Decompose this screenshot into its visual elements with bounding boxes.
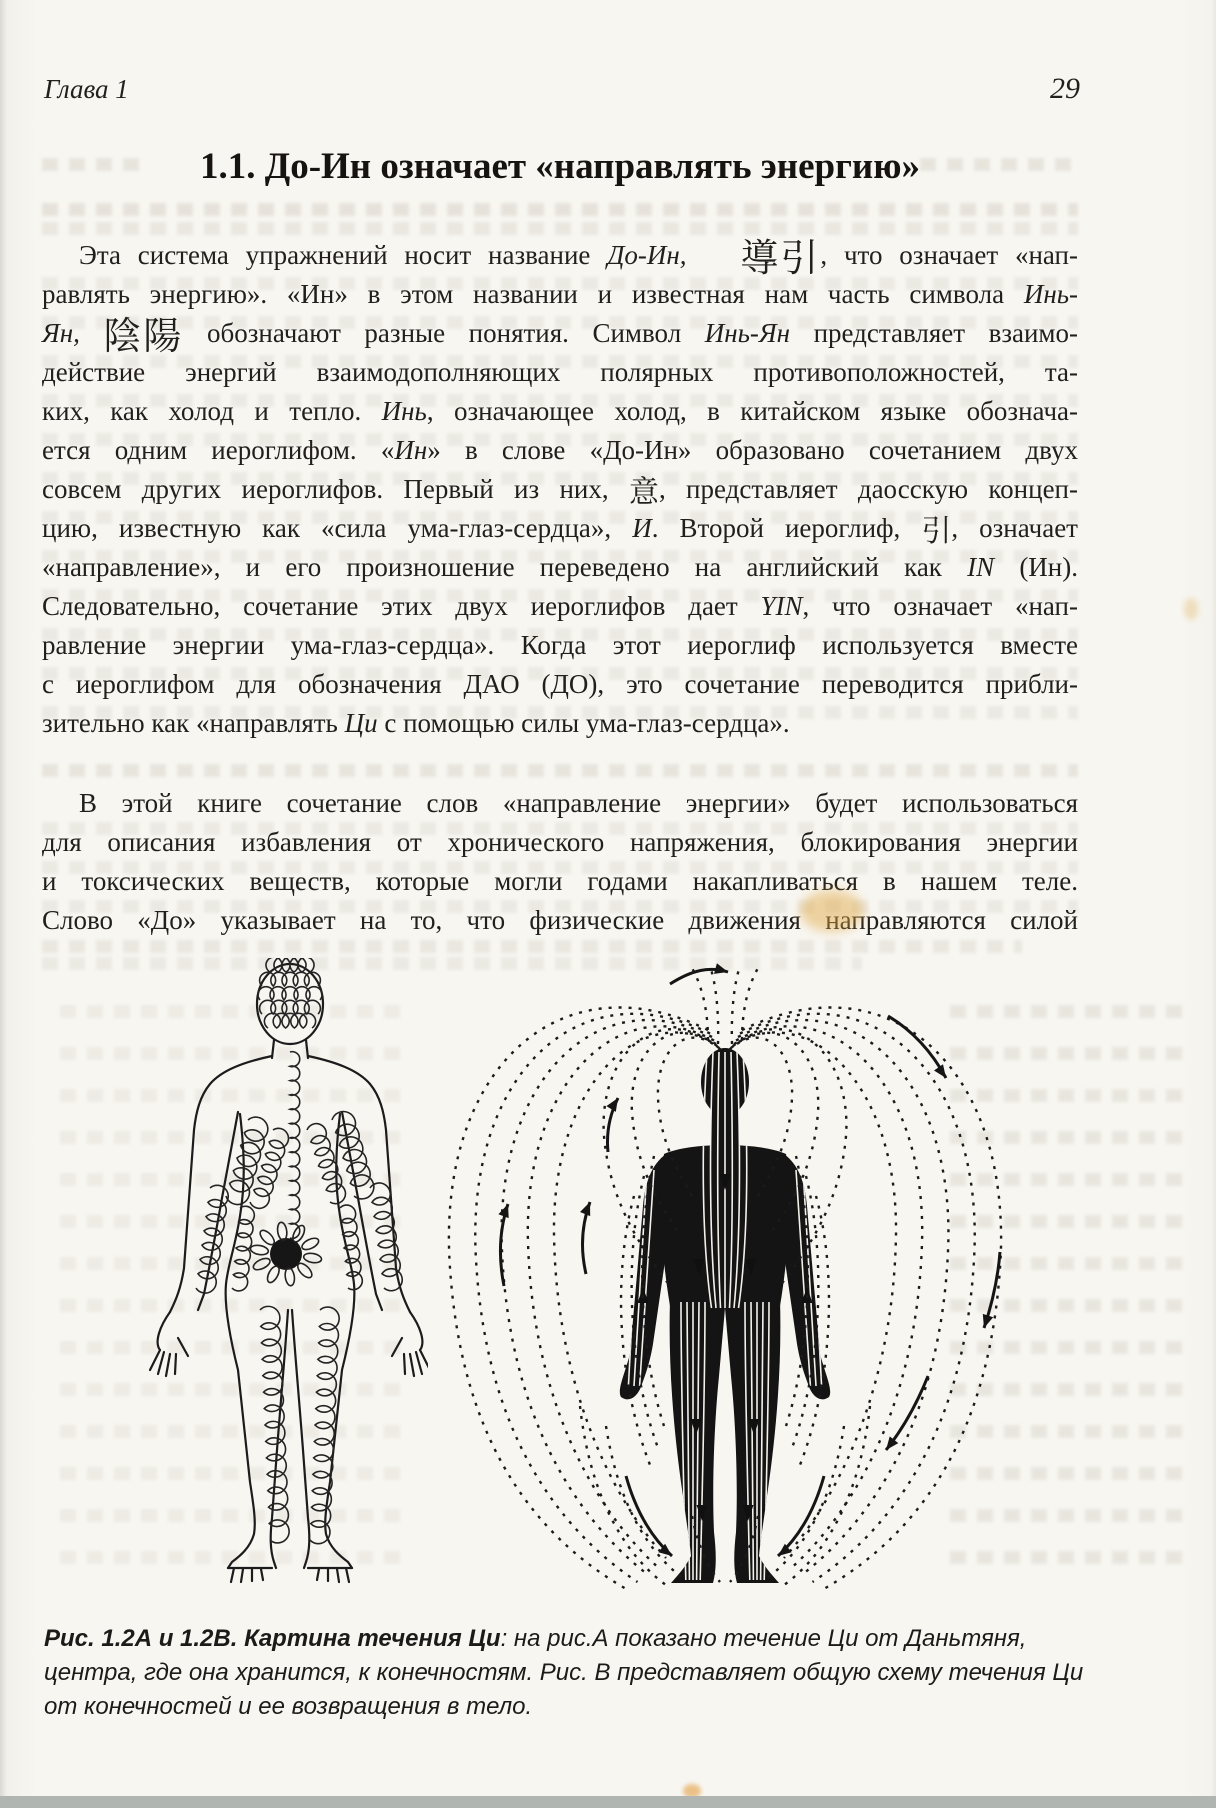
paragraph-do-in-meaning	[42, 236, 1078, 743]
scan-edge-bottom	[0, 1796, 1216, 1808]
text-segment: зительно как «направлять	[42, 708, 345, 738]
text-segment: , что означает «нап-	[802, 591, 1078, 621]
page-number: 29	[1050, 72, 1080, 105]
text-line: совсем других иероглифов. Первый из них, 意, представляет даосскую концеп-	[42, 474, 1078, 510]
text-segment: Инь-	[1023, 279, 1078, 309]
text-segment: (Ин).	[994, 552, 1078, 582]
ghost-text-row	[42, 222, 1078, 235]
text-line	[42, 665, 1078, 704]
ghost-text-row	[42, 203, 1078, 216]
text-segment: До-Ин,	[607, 240, 704, 270]
text-segment: , означает	[951, 513, 1078, 543]
text-segment: «направление», и его произношение переведено на английский как	[42, 552, 968, 582]
ghost-text-row	[42, 764, 1078, 777]
text-segment: Ян,	[42, 318, 104, 348]
scan-edge-left	[0, 0, 7, 1808]
running-header-chapter: Глава 1	[44, 74, 129, 104]
text-line	[42, 353, 1078, 392]
text-segment: , что означает «нап-	[820, 240, 1078, 270]
text-segment: В этой книге сочетание слов «направление энергии» будет использоваться	[79, 788, 1078, 818]
text-segment: YIN	[760, 591, 803, 621]
scan-edge-right	[1211, 0, 1216, 1808]
text-segment: IN	[967, 552, 995, 582]
caption-segment: : на рис.А показано течение Ци от Даньтяня, центра, где она хранится, к конечностям. Рис. В представляет общую схему течения Ци от конечностей и ее возвращения в тело.	[44, 1625, 1084, 1720]
text-segment: обозначают разные понятия. Символ	[183, 318, 705, 348]
text-line	[42, 548, 1078, 587]
text-line	[42, 587, 1078, 626]
text-segment: » в слове «До-Ин» образовано сочетанием двух	[427, 435, 1078, 465]
text-line	[42, 862, 1078, 901]
ghost-text-row	[42, 940, 1022, 953]
caption-segment: Рис. 1.2А и 1.2В. Картина течения Ци	[44, 1625, 501, 1652]
text-line: Эта система упражнений носит название До-Ин, 導引, что означает «нап-	[79, 236, 1078, 280]
text-segment: равление энергии ума-глаз-сердца». Когда этот иероглиф используется вместе	[42, 630, 1078, 660]
text-line	[42, 704, 1078, 743]
text-segment: совсем других иероглифов. Первый из них,	[42, 474, 629, 504]
text-line	[42, 784, 1078, 823]
text-segment: . Второй иероглиф,	[651, 513, 922, 543]
text-line	[42, 901, 1078, 940]
text-line	[42, 275, 1078, 314]
text-line	[42, 431, 1078, 470]
text-segment: Следовательно, сочетание этих двух иероглифов дает	[42, 591, 761, 621]
text-line	[42, 626, 1078, 665]
text-segment: ких, как холод и тепло.	[42, 396, 382, 426]
text-line	[42, 392, 1078, 431]
text-segment: , означающее холод, в китайском языке обознача-	[426, 396, 1078, 426]
text-segment: для описания избавления от хронического напряжения, блокирования энергии	[42, 827, 1078, 857]
text-line: цию, известную как «сила ума-глаз-сердца», И. Второй иероглиф, 引, означает	[42, 513, 1078, 549]
text-segment: ется одним иероглифом. «	[42, 435, 395, 465]
figure-a-qi-storage-body	[148, 958, 428, 1593]
text-segment: Слово «До» указывает на то, что физические движения направляются силой	[42, 905, 1078, 935]
text-segment: с помощью силы ума-глаз-сердца».	[377, 708, 790, 738]
stain-mark	[1184, 598, 1198, 620]
text-segment: цию, известную как «сила ума-глаз-сердца»,	[42, 513, 633, 543]
text-segment: с иероглифом для обозначения ДАО (ДО), это сочетание переводится прибли-	[42, 669, 1078, 699]
text-segment: И	[632, 513, 652, 543]
text-segment: равлять энергию». «Ин» в этом названии и известная нам часть символа	[42, 279, 1024, 309]
text-segment: Инь	[381, 396, 427, 426]
text-segment: действие энергий взаимодополняющих полярных противоположностей, та-	[42, 357, 1078, 387]
section-title: 1.1. До-Ин означает «направлять энергию»	[200, 146, 920, 187]
text-segment: , представляет даосскую концеп-	[658, 474, 1078, 504]
text-segment: Ин	[394, 435, 428, 465]
text-line	[42, 823, 1078, 862]
figure-caption	[44, 1622, 1084, 1724]
text-segment: Ци	[344, 708, 378, 738]
text-segment: и токсических веществ, которые могли годами накапливаться в нашем теле.	[42, 866, 1078, 896]
text-segment: представляет взаимо-	[790, 318, 1078, 348]
figure-b-qi-field-body	[440, 956, 1010, 1601]
text-line: Ян, 陰陽 обозначают разные понятия. Символ Инь-Ян представляет взаимо-	[42, 314, 1078, 358]
text-segment: Инь-Ян	[704, 318, 791, 348]
text-segment: Эта система упражнений носит название	[79, 240, 608, 270]
paragraph-energy-direction	[42, 784, 1078, 940]
